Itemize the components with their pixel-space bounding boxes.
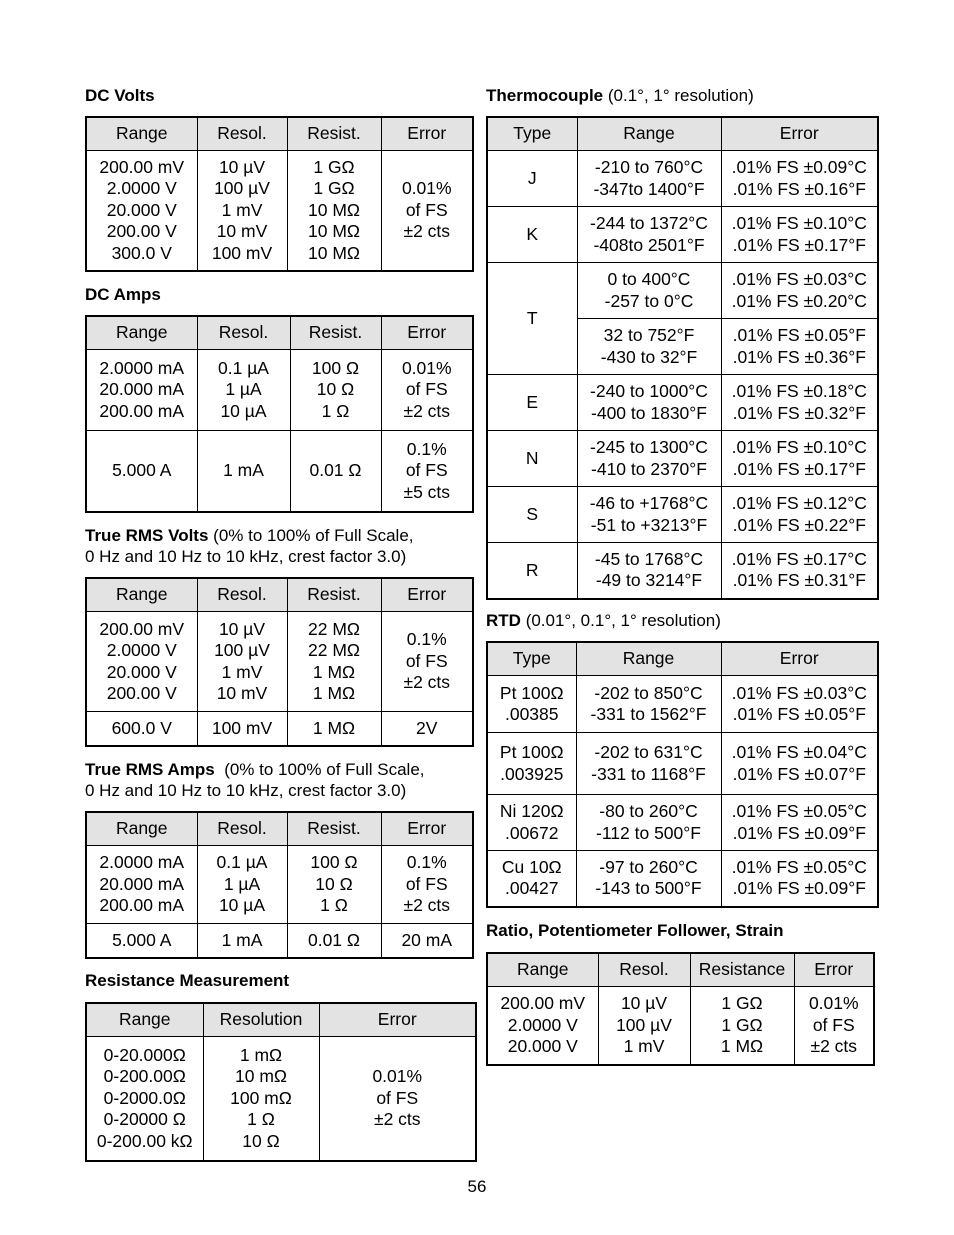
table-header-row	[487, 117, 878, 151]
thermocouple-heading: Thermocouple (0.1°, 1° resolution)	[486, 86, 754, 105]
rms-amps-note: (0% to 100% of Full Scale,	[224, 760, 425, 779]
column-header: Resol.	[598, 953, 690, 987]
table-cell: 100 Ω 10 Ω 1 Ω	[290, 350, 381, 431]
table-row	[487, 487, 878, 543]
table-cell: -202 to 850°C -331 to 1562°F	[576, 676, 721, 733]
table-cell: 2V	[381, 712, 473, 746]
table-cell: -210 to 760°C -347to 1400°F	[577, 151, 721, 207]
table-cell: 0.01 Ω	[290, 431, 381, 512]
column-header: Range	[577, 117, 721, 151]
dc-amps-table	[85, 315, 474, 513]
table-cell: 600.0 V	[86, 712, 197, 746]
table-row	[487, 207, 878, 263]
table-cell: 2.0000 mA 20.000 mA 200.00 mA	[86, 350, 197, 431]
table-row	[86, 924, 473, 958]
table-cell: 0.1 µA 1 µA 10 µA	[197, 350, 290, 431]
table-row	[86, 846, 473, 924]
ratio-table	[486, 952, 875, 1066]
table-cell: 0 to 400°C -257 to 0°C	[577, 263, 721, 319]
table-cell: 1 GΩ 1 GΩ 1 MΩ	[690, 987, 794, 1065]
rms-amps-note-2: 0 Hz and 10 Hz to 10 kHz, crest factor 3.0)	[85, 781, 407, 800]
column-header: Resol.	[197, 578, 287, 612]
table-cell: -46 to +1768°C -51 to +3213°F	[577, 487, 721, 543]
table-cell: 1 mA	[197, 924, 287, 958]
table-cell: -202 to 631°C -331 to 1168°F	[576, 733, 721, 795]
table-cell: 5.000 A	[86, 431, 197, 512]
column-header: Range	[86, 812, 197, 846]
table-cell: T	[487, 263, 577, 375]
table-header-row	[487, 953, 874, 987]
table-cell: 0-20.000Ω 0-200.00Ω 0-2000.0Ω 0-20000 Ω 0-200.00 kΩ	[86, 1037, 203, 1161]
column-header: Error	[721, 642, 878, 676]
column-header: Error	[381, 316, 473, 350]
column-header: Resist.	[287, 117, 381, 151]
column-header: Range	[487, 953, 598, 987]
column-header: Resolution	[203, 1003, 319, 1037]
table-cell: .01% FS ±0.17°C .01% FS ±0.31°F	[721, 543, 878, 599]
table-cell: 200.00 mV 2.0000 V 20.000 V 200.00 V 300.0 V	[86, 151, 197, 271]
table-row	[487, 733, 878, 795]
rms-amps-heading: True RMS Amps (0% to 100% of Full Scale, 0 Hz and 10 Hz to 10 kHz, crest factor 3.0)	[85, 760, 425, 800]
rms-volts-note: (0% to 100% of Full Scale,	[213, 526, 414, 545]
column-header: Range	[576, 642, 721, 676]
table-cell: -245 to 1300°C -410 to 2370°F	[577, 431, 721, 487]
table-cell: 0.01% of FS ±2 cts	[381, 151, 473, 271]
table-cell: 0.1 µA 1 µA 10 µA	[197, 846, 287, 924]
table-cell: 0.1% of FS ±2 cts	[381, 846, 473, 924]
table-cell: 1 mΩ 10 mΩ 100 mΩ 1 Ω 10 Ω	[203, 1037, 319, 1161]
table-cell: 200.00 mV 2.0000 V 20.000 V 200.00 V	[86, 612, 197, 712]
table-cell: 10 µV 100 µV 1 mV	[598, 987, 690, 1065]
table-row	[86, 1037, 476, 1161]
column-header: Range	[86, 117, 197, 151]
table-cell: Pt 100Ω .00385	[487, 676, 576, 733]
dc-volts-table	[85, 116, 474, 272]
column-header: Range	[86, 1003, 203, 1037]
table-cell: 1 GΩ 1 GΩ 10 MΩ 10 MΩ 10 MΩ	[287, 151, 381, 271]
column-header: Type	[487, 642, 576, 676]
resistance-table	[85, 1002, 477, 1162]
table-cell: E	[487, 375, 577, 431]
column-header: Type	[487, 117, 577, 151]
table-row	[487, 851, 878, 907]
table-cell: 0.01% of FS ±2 cts	[794, 987, 874, 1065]
table-cell: 5.000 A	[86, 924, 197, 958]
table-cell: -240 to 1000°C -400 to 1830°F	[577, 375, 721, 431]
dc-amps-heading: DC Amps	[85, 285, 161, 304]
table-cell: 20 mA	[381, 924, 473, 958]
table-cell: -45 to 1768°C -49 to 3214°F	[577, 543, 721, 599]
table-cell: R	[487, 543, 577, 599]
rtd-note: (0.01°, 0.1°, 1° resolution)	[525, 611, 721, 630]
column-header: Resol.	[197, 812, 287, 846]
table-cell: 0.1% of FS ±5 cts	[381, 431, 473, 512]
column-header: Resist.	[287, 812, 381, 846]
table-header-row	[487, 642, 878, 676]
rtd-table	[486, 641, 879, 908]
thermocouple-note: (0.1°, 1° resolution)	[607, 86, 754, 105]
table-header-row	[86, 117, 473, 151]
table-cell: Pt 100Ω .003925	[487, 733, 576, 795]
column-header: Resistance	[690, 953, 794, 987]
column-header: Range	[86, 578, 197, 612]
table-cell: S	[487, 487, 577, 543]
thermocouple-table	[486, 116, 879, 600]
table-cell: .01% FS ±0.18°C .01% FS ±0.32°F	[721, 375, 878, 431]
column-header: Range	[86, 316, 197, 350]
column-header: Resol.	[197, 316, 290, 350]
table-cell: .01% FS ±0.05°C .01% FS ±0.09°F	[721, 851, 878, 907]
table-cell: .01% FS ±0.10°C .01% FS ±0.17°F	[721, 431, 878, 487]
table-cell: Ni 120Ω .00672	[487, 795, 576, 851]
table-header-row	[86, 1003, 476, 1037]
table-cell: .01% FS ±0.12°C .01% FS ±0.22°F	[721, 487, 878, 543]
table-row	[86, 350, 473, 431]
table-row	[487, 375, 878, 431]
table-cell: .01% FS ±0.03°C .01% FS ±0.05°F	[721, 676, 878, 733]
column-header: Error	[381, 578, 473, 612]
table-cell: 10 µV 100 µV 1 mV 10 mV 100 mV	[197, 151, 287, 271]
table-row	[487, 987, 874, 1065]
column-header: Resist.	[287, 578, 381, 612]
rtd-heading: RTD (0.01°, 0.1°, 1° resolution)	[486, 611, 721, 630]
table-cell: .01% FS ±0.04°C .01% FS ±0.07°F	[721, 733, 878, 795]
table-cell: .01% FS ±0.09°C .01% FS ±0.16°F	[721, 151, 878, 207]
column-header: Error	[794, 953, 874, 987]
table-cell: -244 to 1372°C -408to 2501°F	[577, 207, 721, 263]
table-row	[487, 151, 878, 207]
table-cell: .01% FS ±0.03°C .01% FS ±0.20°C	[721, 263, 878, 319]
column-header: Error	[381, 812, 473, 846]
table-cell: 1 MΩ	[287, 712, 381, 746]
rms-volts-note-2: 0 Hz and 10 Hz to 10 kHz, crest factor 3.0)	[85, 547, 407, 566]
ratio-heading: Ratio, Potentiometer Follower, Strain	[486, 921, 784, 940]
table-cell: 1 mA	[197, 431, 290, 512]
rms-volts-table	[85, 577, 474, 747]
table-header-row	[86, 578, 473, 612]
column-header: Error	[721, 117, 878, 151]
column-header: Resol.	[197, 117, 287, 151]
table-row	[487, 263, 878, 319]
table-cell: .01% FS ±0.10°C .01% FS ±0.17°F	[721, 207, 878, 263]
table-cell: 0.01% of FS ±2 cts	[319, 1037, 476, 1161]
table-row	[86, 431, 473, 512]
table-cell: 100 Ω 10 Ω 1 Ω	[287, 846, 381, 924]
table-cell: 22 MΩ 22 MΩ 1 MΩ 1 MΩ	[287, 612, 381, 712]
table-cell: 200.00 mV 2.0000 V 20.000 V	[487, 987, 598, 1065]
table-cell: J	[487, 151, 577, 207]
table-cell: 2.0000 mA 20.000 mA 200.00 mA	[86, 846, 197, 924]
table-cell: 10 µV 100 µV 1 mV 10 mV	[197, 612, 287, 712]
rms-amps-table	[85, 811, 474, 959]
table-cell: 32 to 752°F -430 to 32°F	[577, 319, 721, 375]
table-header-row	[86, 812, 473, 846]
table-cell: -97 to 260°C -143 to 500°F	[576, 851, 721, 907]
table-cell: .01% FS ±0.05°C .01% FS ±0.09°F	[721, 795, 878, 851]
table-row	[86, 612, 473, 712]
table-row	[86, 712, 473, 746]
table-cell: 100 mV	[197, 712, 287, 746]
table-row	[487, 676, 878, 733]
dc-volts-heading: DC Volts	[85, 86, 155, 105]
column-header: Error	[381, 117, 473, 151]
table-cell: 0.01% of FS ±2 cts	[381, 350, 473, 431]
table-cell: 0.01 Ω	[287, 924, 381, 958]
table-cell: 0.1% of FS ±2 cts	[381, 612, 473, 712]
column-header: Resist.	[290, 316, 381, 350]
page-number: 56	[467, 1177, 487, 1196]
table-row	[86, 151, 473, 271]
table-cell: K	[487, 207, 577, 263]
rms-volts-heading: True RMS Volts (0% to 100% of Full Scale, 0 Hz and 10 Hz to 10 kHz, crest factor 3.0)	[85, 526, 414, 566]
table-row	[487, 795, 878, 851]
table-cell: N	[487, 431, 577, 487]
table-header-row	[86, 316, 473, 350]
table-cell: Cu 10Ω .00427	[487, 851, 576, 907]
column-header: Error	[319, 1003, 476, 1037]
resistance-heading: Resistance Measurement	[85, 971, 290, 990]
table-cell: -80 to 260°C -112 to 500°F	[576, 795, 721, 851]
table-row	[487, 431, 878, 487]
table-cell: .01% FS ±0.05°F .01% FS ±0.36°F	[721, 319, 878, 375]
table-row	[487, 543, 878, 599]
